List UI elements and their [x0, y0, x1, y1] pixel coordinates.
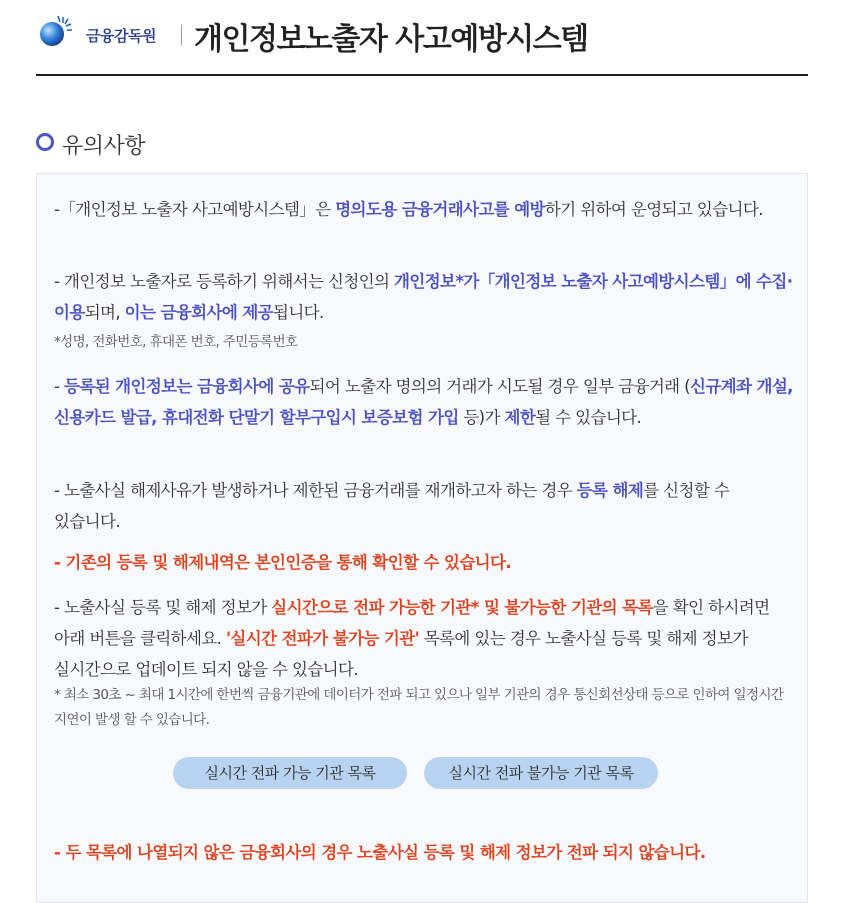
notice-item-verification: - 기존의 등록 및 해제내역은 본인인증을 통해 확인할 수 있습니다.: [54, 553, 512, 572]
notice-text: 되어 노출자 명의의 거래가 시도될 경우 일부 금융거래 (: [309, 377, 690, 396]
notice-text: 을 확인 하시려면 아래 버튼을 클릭하세요.: [54, 598, 770, 648]
notice-item-release: [54, 475, 794, 537]
notice-item-realtime: [54, 592, 794, 685]
notice-highlight: 이는 금융회사에 제공: [124, 303, 273, 322]
notice-text: 목록에 있는 경우 노출사실 등록 및 해제 정보가 실시간으로 업데이트 되지 않을 수 있습니다.: [54, 629, 748, 679]
notice-text: -: [54, 377, 64, 396]
notice-item-collection: [54, 266, 794, 328]
notice-item-purpose: [54, 194, 794, 225]
notice-text: 하기 위하여 운영되고 있습니다.: [544, 200, 763, 219]
header-divider: [181, 25, 182, 45]
notice-text: - 노출사실 등록 및 해제 정보가: [54, 598, 272, 617]
notice-item-unlisted: - 두 목록에 나열되지 않은 금융회사의 경우 노출사실 등록 및 해제 정보가 전파 되지 않습니다.: [54, 843, 706, 862]
notice-footnote-personal-info: *성명, 전화번호, 휴대폰 번호, 주민등록번호: [54, 334, 298, 350]
notice-highlight: 개인정보*가「개인정보 노출자 사고예방시스템」에 수집·이용: [54, 272, 793, 322]
notice-warning: 실시간으로 전파 가능한 기관* 및 불가능한 기관의 목록: [271, 598, 653, 617]
org-name: 금융감독원: [86, 27, 156, 45]
notice-text: -「개인정보 노출자 사고예방시스템」은: [54, 200, 336, 219]
notice-text: 되며,: [84, 303, 125, 322]
system-title: 개인정보노출자 사고예방시스템: [194, 22, 588, 57]
page-header: [36, 0, 808, 76]
notice-highlight: 등록된 개인정보는 금융회사에 공유: [64, 377, 310, 396]
notice-text: 를 신청할 수 있습니다.: [54, 481, 730, 531]
notice-text: - 노출사실 해제사유가 발생하거나 제한된 금융거래를 재개하고자 하는 경우: [54, 481, 577, 500]
fss-logo-icon: [38, 12, 74, 48]
section-title: 유의사항: [62, 134, 146, 159]
ring-icon: [36, 133, 54, 151]
realtime-unavailable-list-button[interactable]: 실시간 전파 불가능 기관 목록: [424, 757, 658, 789]
notice-box: [36, 173, 808, 903]
notice-text: 됩니다.: [273, 303, 324, 322]
notice-warning: '실시간 전파가 불가능 기관': [225, 629, 420, 648]
notice-text: 될 수 있습니다.: [535, 408, 642, 427]
realtime-available-list-button[interactable]: 실시간 전파 가능 기관 목록: [173, 757, 407, 789]
notice-highlight: 신규계좌 개설, 신용카드 발급, 휴대전화 단말기 할부구입시 보증보험 가입: [54, 377, 793, 427]
notice-highlight: 제한: [504, 408, 536, 427]
notice-highlight: 명의도용 금융거래사고를 예방: [335, 200, 545, 219]
notice-item-sharing: [54, 371, 794, 433]
notice-footnote-delay: * 최소 30초 ~ 최대 1시간에 한번씩 금융기관에 데이터가 전파 되고 있으나 일부 기관의 경우 통신회선상태 등으로 인하여 일정시간 지연이 발생 할 수 있습니다.: [54, 687, 784, 728]
notice-text: - 개인정보 노출자로 등록하기 위해서는 신청인의: [54, 272, 395, 291]
notice-text: 등)가: [458, 408, 505, 427]
notice-highlight: 등록 해제: [576, 481, 644, 500]
